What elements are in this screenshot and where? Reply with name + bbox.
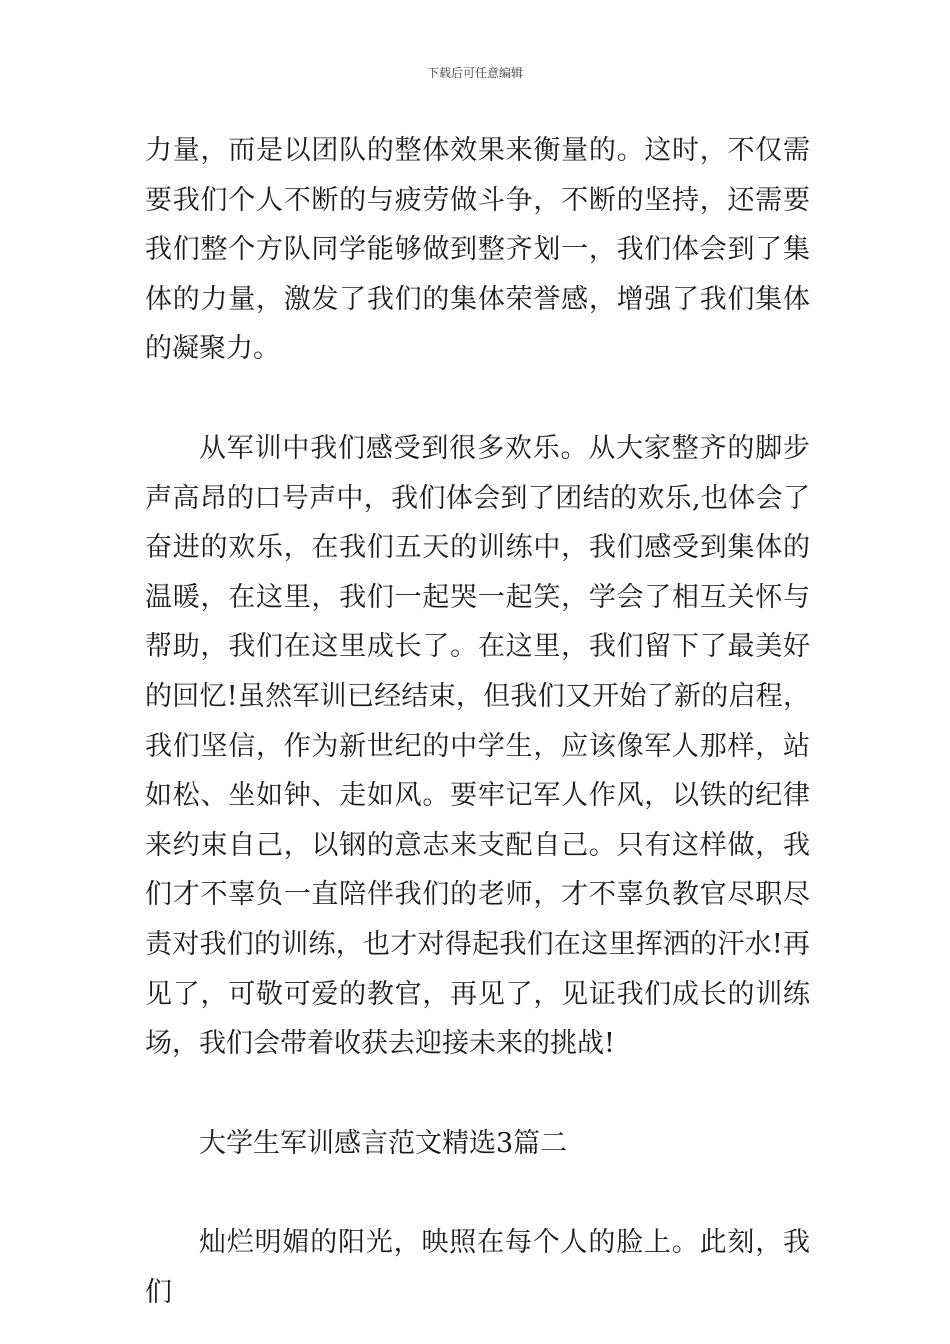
document-body [145, 126, 810, 1317]
page-header: 下载后可任意编辑 [426, 66, 523, 80]
paragraph-continuation: 力量，而是以团队的整体效果来衡量的。这时，不仅需要我们个人不断的与疲劳做斗争，不断的坚持，还需要我们整个方队同学能够做到整齐划一，我们体会到了集体的力量，激发了我们的集体荣誉感，增强了我们集体的凝聚力。 [145, 135, 810, 365]
paragraph-military-training-joy: 从军训中我们感受到很多欢乐。从大家整齐的脚步声高昂的口号声中，我们体会到了团结的欢乐,也体会了奋进的欢乐，在我们五天的训练中，我们感受到集体的温暖，在这里，我们一起哭一起笑，学会了相互关怀与帮助，我们在这里成长了。在这里，我们留下了最美好的回忆!虽然军训已经结束，但我们又开始了新的启程，我们坚信，作为新世纪的中学生，应该像军人那样，站如松、坐如钟、走如风。要牢记军人作风，以铁的纪律来约束自己，以钢的意志来支配自己。只有这样做，我们才不辜负一直陪伴我们的老师，才不辜负教官尽职尽责对我们的训练，也才对得起我们在这里挥洒的汗水!再见了，可敬可爱的教官，再见了，见证我们成长的训练场，我们会带着收获去迎接未来的挑战! [145, 432, 810, 1060]
paragraph-sunshine-start: 灿烂明媚的阳光，映照在每个人的脸上。此刻，我们 [145, 1227, 810, 1308]
section-heading: 大学生军训感言范文精选3篇二 [199, 1127, 568, 1159]
